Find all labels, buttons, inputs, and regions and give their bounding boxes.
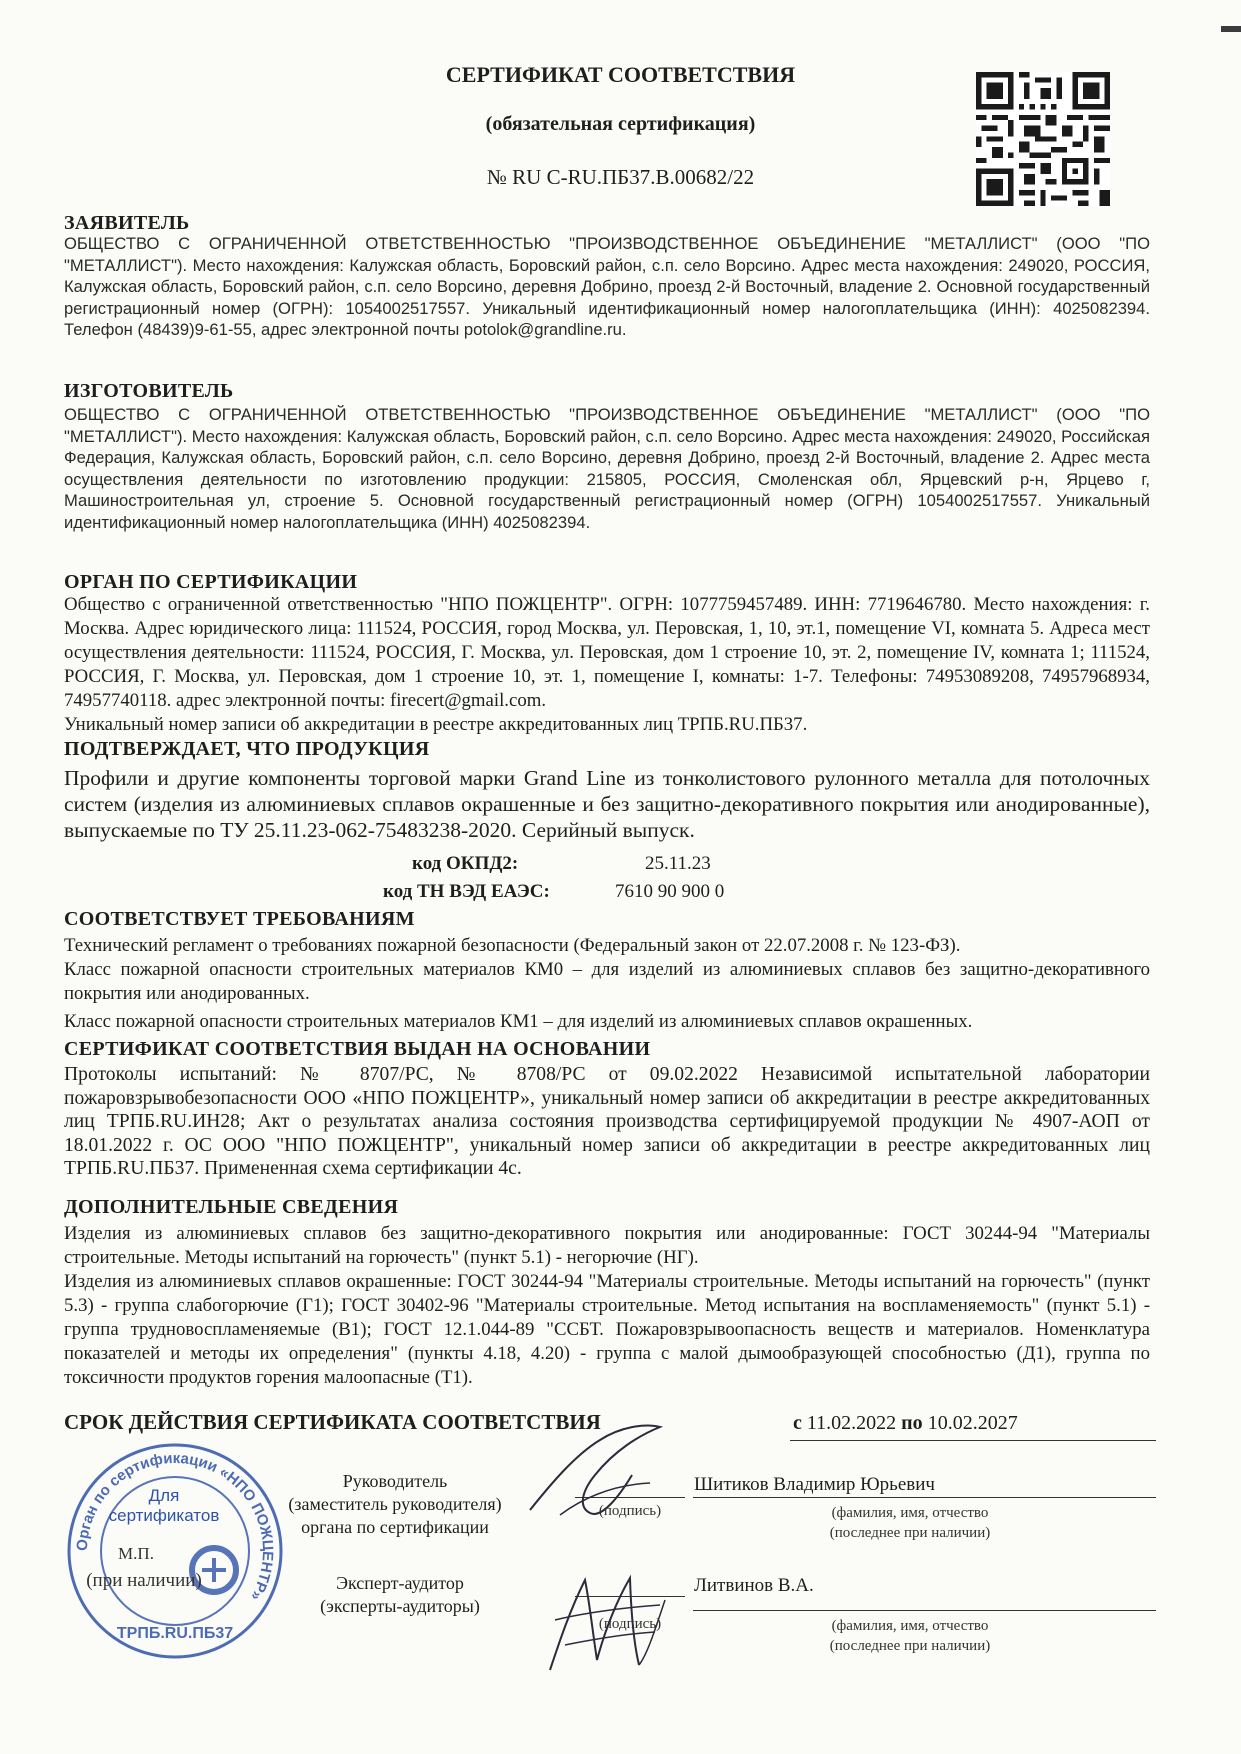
cert-body-heading: ОРГАН ПО СЕРТИФИКАЦИИ <box>64 571 358 593</box>
cert-body-accreditation: Уникальный номер записи об аккредитации в реестре аккредитованных лиц ТРПБ.RU.ПБ37. <box>64 714 808 735</box>
qr-code <box>976 72 1110 206</box>
head-name-note: (фамилия, имя, отчество (последнее при наличии) <box>829 1505 991 1541</box>
head-signature <box>520 1415 670 1525</box>
validity-from-word: с <box>793 1412 802 1434</box>
head-name: Шитиков Владимир Юрьевич <box>694 1474 935 1495</box>
applicant-heading: ЗАЯВИТЕЛЬ <box>64 212 190 234</box>
validity-period <box>793 1412 1018 1435</box>
manufacturer-text: ОБЩЕСТВО С ОГРАНИЧЕННОЙ ОТВЕТСТВЕННОСТЬЮ "ПРОИЗВОДСТВЕННОЕ ОБЪЕДИНЕНИЕ "МЕТАЛЛИСТ" (ООО "ПО "МЕТАЛЛИСТ"). Место нахождения: Калужская область, Боровский район, с.п. село Ворсино. Адрес места нахождения: 249020, Российская Федерация, Калужская область, Боровский район, с.п. село Ворсино, деревня Добрино, проезд 2-й Восточный, владение 2. Адрес места осуществления деятельности по изготовлению продукции: 215805, РОССИЯ, Смоленская обл, Ярцевский р-н, Ярцево г, Машиностроительная ул, строение 5. Основной государственный регистрационный номер (ОГРН) 1054002517557. Уникальный идентификационный номер налогоплательщика (ИНН) 4025082394. <box>64 405 1150 532</box>
additional-heading: ДОПОЛНИТЕЛЬНЫЕ СВЕДЕНИЯ <box>64 1196 399 1218</box>
okpd-label: код ОКПД2: <box>412 853 519 874</box>
validity-from-date: 11.02.2022 <box>806 1412 897 1434</box>
head-name-line <box>693 1497 1156 1498</box>
certificate-number: № RU С-RU.ПБ37.В.00682/22 <box>486 165 755 189</box>
validity-heading: СРОК ДЕЙСТВИЯ СЕРТИФИКАТА СООТВЕТСТВИЯ <box>64 1410 601 1434</box>
expert-signature <box>535 1560 675 1680</box>
basis-text: Протоколы испытаний: № 8707/РС, № 8708/РС от 09.02.2022 Независимой испытательной лаборатории пожаровзрывобезопасности ООО «НПО ПОЖЦЕНТР», уникальный номер записи об аккредитации в реестре аккредитованных лиц ТРПБ.RU.ИН28; Акт о результатах анализа состояния производства сертифицируемой продукции № 4907-АОП от 18.01.2022 г. ОС ООО "НПО ПОЖЦЕНТР", уникальный номер записи об аккредитации в реестре аккредитованных лиц ТРПБ.RU.ПБ37. Примененная схема сертификации 4с. <box>64 1064 1150 1180</box>
cert-body-text: Общество с ограниченной ответственностью "НПО ПОЖЦЕНТР". ОГРН: 1077759457489. ИНН: 7719646780. Место нахождения: г. Москва. Адрес юридического лица: 111524, РОССИЯ, город Москва, ул. Перовская, 1, 10, эт.1, помещение VI, комната 5. Адреса мест осуществления деятельности: 111524, РОССИЯ, Г. Москва, ул. Перовская, дом 1 строение 10, эт. 2, помещение IV, комната 1; 111524, РОССИЯ, Г. Москва, ул. Перовская, дом 1 строение 10, эт. 1, помещение I, комнаты: 1-7. Телефоны: 74953089208, 74957968934, 74957740118. адрес электронной почты: firecert@gmail.com. <box>64 594 1150 711</box>
additional-para-1: Изделия из алюминиевых сплавов без защитно-декоративного покрытия или анодированные: ГОСТ 30244-94 "Материалы строительные. Методы испытаний на горючесть" (пункт 5.1) - негорючие (НГ). <box>64 1223 1150 1268</box>
validity-to-date: 10.02.2027 <box>927 1412 1018 1434</box>
stamp-bottom-code: ТРПБ.RU.ПБ37 <box>116 1625 234 1642</box>
requirements-heading: СООТВЕТСТВУЕТ ТРЕБОВАНИЯМ <box>64 908 415 930</box>
product-heading: ПОДТВЕРЖДАЕТ, ЧТО ПРОДУКЦИЯ <box>64 738 430 760</box>
expert-name: Литвинов В.А. <box>694 1575 814 1596</box>
stamp-mp-note: (при наличии) <box>86 1570 202 1591</box>
validity-underline <box>790 1440 1156 1441</box>
head-sign-note: (подпись) <box>598 1503 662 1519</box>
stamp-mp: М.П. <box>118 1544 154 1563</box>
validity-to-word: по <box>901 1412 923 1434</box>
requirements-line-3: Класс пожарной опасности строительных материалов КМ1 – для изделий из алюминиевых сплавов окрашенных. <box>64 1011 973 1032</box>
certification-stamp <box>64 1440 286 1662</box>
certificate-subtitle: (обязательная сертификация) <box>485 113 756 135</box>
expert-name-line <box>693 1610 1156 1611</box>
okpd-value: 25.11.23 <box>645 853 711 874</box>
product-text: Профили и другие компоненты торговой марки Grand Line из тонколистового рулонного металла для потолочных систем (изделия из алюминиевых сплавов окрашенные и без защитно-декоративного покрытия или анодированные), выпускаемые по ТУ 25.11.23-062-75483238-2020. Серийный выпуск. <box>64 766 1150 842</box>
certificate-title: СЕРТИФИКАТ СООТВЕТСТВИЯ <box>445 62 796 87</box>
additional-para-2: Изделия из алюминиевых сплавов окрашенные: ГОСТ 30244-94 "Материалы строительные. Методы испытаний на горючесть" (пункт 5.3) - группа слабогорючие (Г1); ГОСТ 30402-96 "Материалы строительные. Метод испытания на воспламеняемость" (пункт 5.1) - группа трудновоспламеняемые (В1); ГОСТ 12.1.044-89 "ССБТ. Пожаровзрывоопасность веществ и материалов. Номенклатура показателей и методы их определения" (пункты 4.18, 4.20) - группа с малой дымообразующей способностью (Д1), группа по токсичности продуктов горения малоопасные (Т1). <box>64 1271 1150 1388</box>
scan-edge-mark <box>1221 26 1241 32</box>
tnved-value: 7610 90 900 0 <box>615 881 725 902</box>
applicant-text: ОБЩЕСТВО С ОГРАНИЧЕННОЙ ОТВЕТСТВЕННОСТЬЮ "ПРОИЗВОДСТВЕННОЕ ОБЪЕДИНЕНИЕ "МЕТАЛЛИСТ" (ООО "ПО "МЕТАЛЛИСТ"). Место нахождения: Калужская область, Боровский район, с.п. село Ворсино. Адрес места нахождения: 249020, РОССИЯ, Калужская область, Боровский район, с.п. село Ворсино, деревня Добрино, проезд 2-й Восточный, владение 2. Основной государственный регистрационный номер (ОГРН): 1054002517557. Уникальный идентификационный номер налогоплательщика (ИНН): 4025082394. Телефон (48439)9-61-55, адрес электронной почты potolok@grandline.ru. <box>64 234 1150 340</box>
basis-heading: СЕРТИФИКАТ СООТВЕТСТВИЯ ВЫДАН НА ОСНОВАНИИ <box>64 1038 651 1060</box>
tnved-label: код ТН ВЭД ЕАЭС: <box>383 881 550 902</box>
stamp-ring-text: Орган по сертификации «НПО ПОЖЦЕНТР» <box>73 1449 277 1604</box>
manufacturer-heading: ИЗГОТОВИТЕЛЬ <box>64 380 234 402</box>
expert-sign-note: (подпись) <box>598 1616 662 1632</box>
requirements-line-2: Класс пожарной опасности строительных материалов КМ0 – для изделий из алюминиевых сплавов без защитно-декоративного покрытия или анодированных. <box>64 959 1150 1004</box>
requirements-line-1: Технический регламент о требованиях пожарной безопасности (Федеральный закон от 22.07.2008 г. № 123-ФЗ). <box>64 935 961 956</box>
expert-name-note: (фамилия, имя, отчество (последнее при наличии) <box>829 1618 991 1654</box>
expert-role: Эксперт-аудитор (эксперты-аудиторы) <box>320 1573 480 1616</box>
stamp-center-text: Для сертификатов <box>108 1486 220 1525</box>
head-role: Руководитель (заместитель руководителя) органа по сертификации <box>288 1471 502 1537</box>
